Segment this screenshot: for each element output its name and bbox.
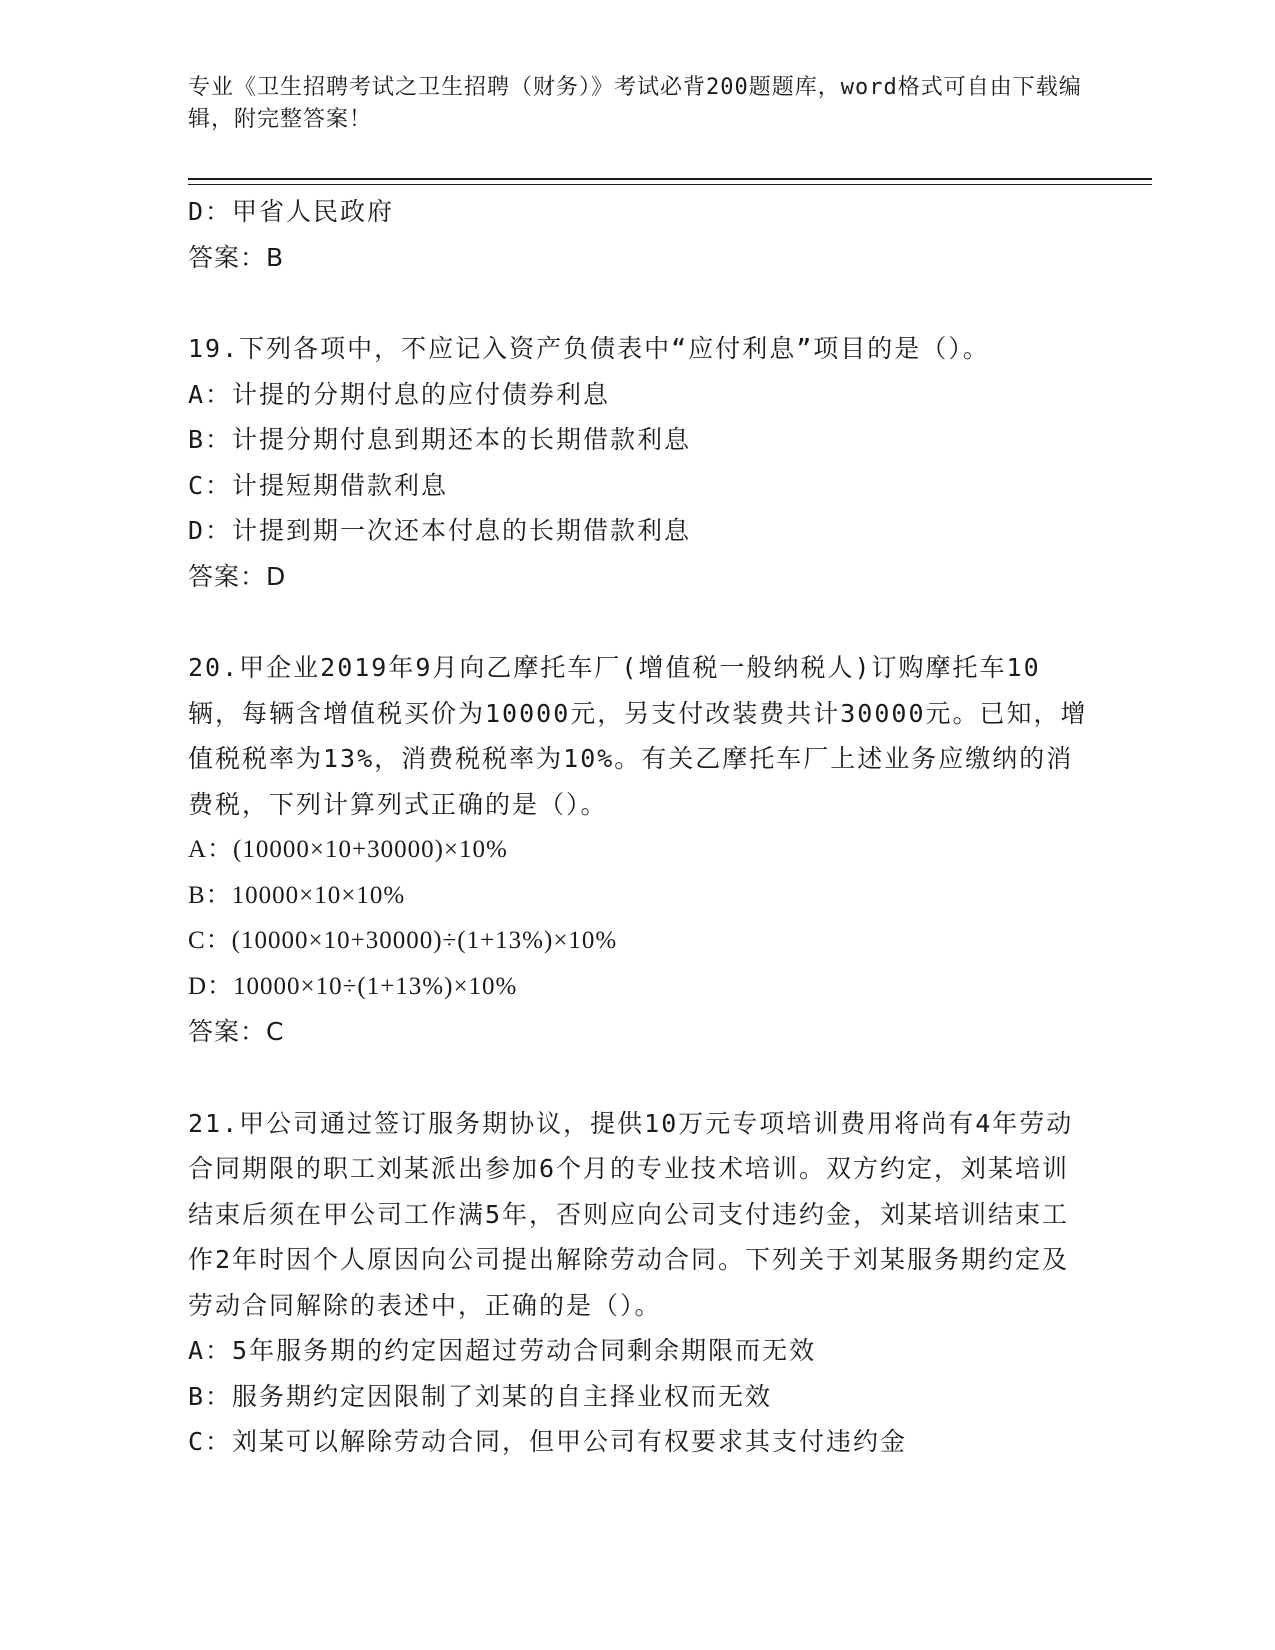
option-b: B：计提分期付息到期还本的长期借款利息 [188, 425, 692, 454]
answer: 答案：C [188, 1017, 285, 1046]
header-rule-thick [188, 178, 1152, 180]
header-rule-thin [188, 184, 1152, 185]
option-c: C：计提短期借款利息 [188, 470, 449, 500]
question-stem: 19.下列各项中，不应记入资产负债表中“应付利息”项目的是（）。 [188, 334, 990, 363]
option-c: C：(10000×10+30000)÷(1+13%)×10% [188, 927, 618, 954]
option-a: A：5年服务期的约定因超过劳动合同剩余期限而无效 [188, 1336, 817, 1365]
option-a: A：计提的分期付息的应付债券利息 [188, 379, 611, 409]
option-a: A：(10000×10+30000)×10% [188, 836, 508, 863]
option-b: B：10000×10×10% [188, 881, 406, 909]
question-19 [188, 326, 1088, 599]
question-21 [188, 1101, 1088, 1465]
page-header: 专业《卫生招聘考试之卫生招聘（财务）》考试必背200题题库，word格式可自由下载编辑，附完整答案！ [188, 75, 1082, 132]
prev-answer: 答案：B [188, 242, 285, 272]
option-d: D：10000×10÷(1+13%)×10% [188, 972, 518, 1000]
option-d: D：计提到期一次还本付息的长期借款利息 [188, 516, 692, 545]
question-content [188, 189, 1088, 1465]
option-b: B：服务期约定因限制了刘某的自主择业权而无效 [188, 1381, 773, 1411]
answer: 答案：D [188, 561, 287, 591]
option-c: C：刘某可以解除劳动合同，但甲公司有权要求其支付违约金 [188, 1427, 908, 1456]
question-stem: 20.甲企业2019年9月向乙摩托车厂(增值税一般纳税人)订购摩托车10辆，每辆含增值税买价为10000元，另支付改装费共计30000元。已知，增值税税率为13%，消费税税率为10%。有关乙摩托车厂上述业务应缴纳的消费税，下列计算列式正确的是（）。 [188, 653, 1088, 819]
question-20 [188, 645, 1088, 1055]
question-stem: 21.甲公司通过签订服务期协议，提供10万元专项培训费用将尚有4年劳动合同期限的职工刘某派出参加6个月的专业技术培训。双方约定，刘某培训结束后须在甲公司工作满5年，否则应向公司支付违约金，刘某培训结束工作2年时因个人原因向公司提出解除劳动合同。下列关于刘某服务期约定及劳动合同解除的表述中，正确的是（）。 [188, 1108, 1074, 1320]
prev-option-d: D：甲省人民政府 [188, 197, 395, 226]
